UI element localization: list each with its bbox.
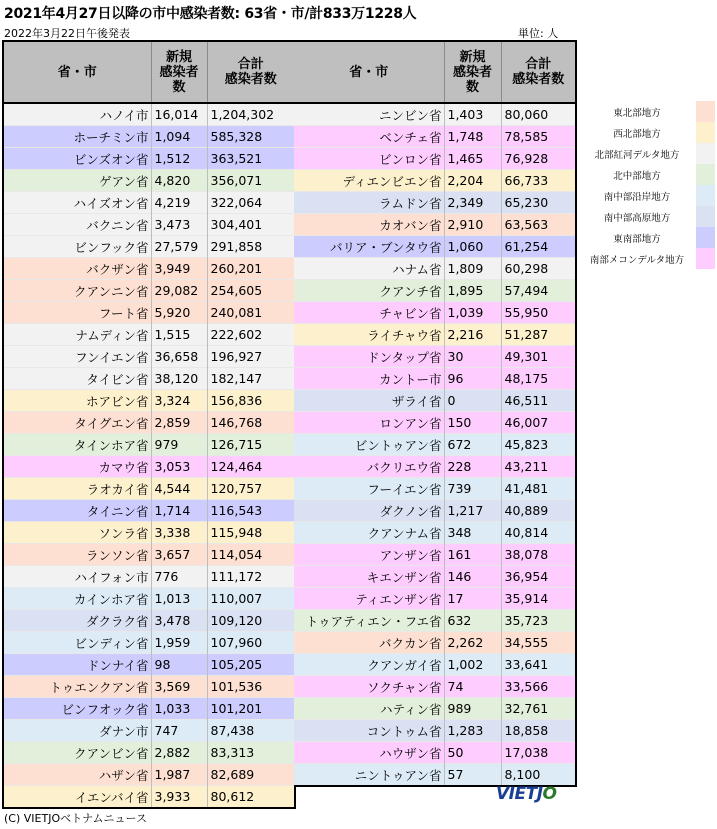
- table-row: [294, 126, 576, 148]
- table-row: [3, 720, 295, 742]
- new-cases-value: 1,515: [151, 324, 207, 346]
- total-cases-value: 18,858: [501, 720, 576, 742]
- total-cases-value: 240,081: [207, 302, 295, 324]
- legend-label: 北中部地方: [613, 170, 661, 182]
- table-row: [3, 500, 295, 522]
- table-row: [3, 214, 295, 236]
- province-name: ビンズオン省: [3, 148, 151, 170]
- new-cases-value: 1,094: [151, 126, 207, 148]
- legend-row: [578, 248, 715, 269]
- table-row: [294, 368, 576, 390]
- total-cases-value: 116,543: [207, 500, 295, 522]
- new-cases-value: 1,959: [151, 632, 207, 654]
- legend-swatch: [696, 185, 715, 206]
- total-cases-value: 80,612: [207, 786, 295, 809]
- province-name: ビンフック省: [3, 236, 151, 258]
- total-cases-value: 146,768: [207, 412, 295, 434]
- table-row: [294, 720, 576, 742]
- total-cases-value: 65,230: [501, 192, 576, 214]
- header-province: 省・市: [294, 41, 444, 103]
- province-name: タイビン省: [3, 368, 151, 390]
- new-cases-value: 672: [444, 434, 501, 456]
- total-cases-value: 32,761: [501, 698, 576, 720]
- total-cases-value: 61,254: [501, 236, 576, 258]
- province-name: ラオカイ省: [3, 478, 151, 500]
- table-row: [3, 346, 295, 368]
- cases-table-left-body: [3, 103, 295, 808]
- total-cases-value: 41,481: [501, 478, 576, 500]
- province-name: ソンラ省: [3, 522, 151, 544]
- total-cases-value: 46,007: [501, 412, 576, 434]
- total-cases-value: 196,927: [207, 346, 295, 368]
- table-row: [3, 412, 295, 434]
- table-row: [294, 390, 576, 412]
- vietjo-logo: VIETJO: [496, 784, 557, 804]
- table-row: [3, 544, 295, 566]
- total-cases-value: 35,914: [501, 588, 576, 610]
- new-cases-value: 1,895: [444, 280, 501, 302]
- province-name: ライチャウ省: [294, 324, 444, 346]
- legend-row: [578, 164, 715, 185]
- total-cases-value: 291,858: [207, 236, 295, 258]
- total-cases-value: 33,566: [501, 676, 576, 698]
- table-header-row: [294, 41, 576, 103]
- table-row: [294, 654, 576, 676]
- province-name: ハティン省: [294, 698, 444, 720]
- table-row: [294, 258, 576, 280]
- province-name: ザライ省: [294, 390, 444, 412]
- province-name: ハザン省: [3, 764, 151, 786]
- table-row: [294, 610, 576, 632]
- total-cases-value: 363,521: [207, 148, 295, 170]
- table-row: [3, 632, 295, 654]
- province-name: コントゥム省: [294, 720, 444, 742]
- total-cases-value: 254,605: [207, 280, 295, 302]
- new-cases-value: 776: [151, 566, 207, 588]
- table-row: [294, 346, 576, 368]
- legend-swatch: [696, 164, 715, 185]
- province-name: ロンアン省: [294, 412, 444, 434]
- new-cases-value: 30: [444, 346, 501, 368]
- region-legend-body: [578, 101, 715, 269]
- total-cases-value: 76,928: [501, 148, 576, 170]
- province-name: イエンバイ省: [3, 786, 151, 809]
- province-name: ソクチャン省: [294, 676, 444, 698]
- table-row: [294, 478, 576, 500]
- province-name: ハナム省: [294, 258, 444, 280]
- table-row: [3, 258, 295, 280]
- new-cases-value: 989: [444, 698, 501, 720]
- total-cases-value: 40,889: [501, 500, 576, 522]
- new-cases-value: 3,324: [151, 390, 207, 412]
- province-name: ドンナイ省: [3, 654, 151, 676]
- new-cases-value: 632: [444, 610, 501, 632]
- province-name: ゲアン省: [3, 170, 151, 192]
- province-name: クアンガイ省: [294, 654, 444, 676]
- total-cases-value: 17,038: [501, 742, 576, 764]
- table-row: [3, 148, 295, 170]
- table-row: [3, 126, 295, 148]
- province-name: タイグエン省: [3, 412, 151, 434]
- new-cases-value: 27,579: [151, 236, 207, 258]
- legend-swatch: [696, 122, 715, 143]
- total-cases-value: 107,960: [207, 632, 295, 654]
- province-name: ビンディン省: [3, 632, 151, 654]
- new-cases-value: 5,920: [151, 302, 207, 324]
- header-new-cases: 新規 感染者 数: [151, 41, 207, 103]
- province-name: カマウ省: [3, 456, 151, 478]
- total-cases-value: 101,536: [207, 676, 295, 698]
- total-cases-value: 585,328: [207, 126, 295, 148]
- table-row: [294, 522, 576, 544]
- legend-label: 東北部地方: [613, 107, 661, 119]
- table-row: [294, 236, 576, 258]
- table-row: [3, 302, 295, 324]
- total-cases-value: 36,954: [501, 566, 576, 588]
- new-cases-value: 3,657: [151, 544, 207, 566]
- new-cases-value: 4,219: [151, 192, 207, 214]
- table-row: [3, 764, 295, 786]
- table-row: [294, 170, 576, 192]
- province-name: カオバン省: [294, 214, 444, 236]
- new-cases-value: 161: [444, 544, 501, 566]
- total-cases-value: 83,313: [207, 742, 295, 764]
- province-name: カインホア省: [3, 588, 151, 610]
- legend-row: [578, 143, 715, 164]
- new-cases-value: 2,216: [444, 324, 501, 346]
- new-cases-value: 1,748: [444, 126, 501, 148]
- total-cases-value: 182,147: [207, 368, 295, 390]
- legend-label: 南部メコンデルタ地方: [589, 254, 685, 266]
- table-row: [294, 742, 576, 764]
- table-row: [294, 103, 576, 126]
- new-cases-value: 36,658: [151, 346, 207, 368]
- new-cases-value: 74: [444, 676, 501, 698]
- new-cases-value: 979: [151, 434, 207, 456]
- unit-label: 単位: 人: [518, 27, 559, 40]
- new-cases-value: 1,512: [151, 148, 207, 170]
- new-cases-value: 1,217: [444, 500, 501, 522]
- new-cases-value: 1,039: [444, 302, 501, 324]
- new-cases-value: 1,809: [444, 258, 501, 280]
- province-name: ビンロン省: [294, 148, 444, 170]
- new-cases-value: 1,403: [444, 103, 501, 126]
- table-row: [294, 500, 576, 522]
- new-cases-value: 3,933: [151, 786, 207, 809]
- province-name: ハノイ市: [3, 103, 151, 126]
- new-cases-value: 50: [444, 742, 501, 764]
- province-name: バリア・ブンタウ省: [294, 236, 444, 258]
- total-cases-value: 35,723: [501, 610, 576, 632]
- province-name: ダナン市: [3, 720, 151, 742]
- province-name: ニンビン省: [294, 103, 444, 126]
- new-cases-value: 29,082: [151, 280, 207, 302]
- new-cases-value: 3,478: [151, 610, 207, 632]
- new-cases-value: 1,283: [444, 720, 501, 742]
- province-name: フーイエン省: [294, 478, 444, 500]
- page-title: 2021年4月27日以降の市中感染者数: 63省・市/計833万1228人: [4, 6, 417, 22]
- total-cases-value: 80,060: [501, 103, 576, 126]
- province-name: チャビン省: [294, 302, 444, 324]
- new-cases-value: 3,949: [151, 258, 207, 280]
- province-name: ダクノン省: [294, 500, 444, 522]
- new-cases-value: 228: [444, 456, 501, 478]
- province-name: ドンタップ省: [294, 346, 444, 368]
- header-total-cases: 合計 感染者数: [501, 41, 576, 103]
- new-cases-value: 96: [444, 368, 501, 390]
- province-name: ビントゥアン省: [294, 434, 444, 456]
- legend-row: [578, 206, 715, 227]
- total-cases-value: 101,201: [207, 698, 295, 720]
- total-cases-value: 110,007: [207, 588, 295, 610]
- total-cases-value: 124,464: [207, 456, 295, 478]
- new-cases-value: 3,473: [151, 214, 207, 236]
- province-name: ディエンビエン省: [294, 170, 444, 192]
- province-name: バクリエウ省: [294, 456, 444, 478]
- total-cases-value: 38,078: [501, 544, 576, 566]
- province-name: ホーチミン市: [3, 126, 151, 148]
- total-cases-value: 111,172: [207, 566, 295, 588]
- table-row: [294, 148, 576, 170]
- total-cases-value: 34,555: [501, 632, 576, 654]
- total-cases-value: 322,064: [207, 192, 295, 214]
- new-cases-value: 150: [444, 412, 501, 434]
- new-cases-value: 2,859: [151, 412, 207, 434]
- province-name: カントー市: [294, 368, 444, 390]
- table-row: [3, 786, 295, 809]
- copyright-text: (C) VIETJOベトナムニュース: [4, 812, 148, 825]
- table-row: [3, 698, 295, 720]
- province-name: バクニン省: [3, 214, 151, 236]
- province-name: フート省: [3, 302, 151, 324]
- new-cases-value: 38,120: [151, 368, 207, 390]
- table-row: [294, 632, 576, 654]
- total-cases-value: 156,836: [207, 390, 295, 412]
- province-name: バクカン省: [294, 632, 444, 654]
- new-cases-value: 2,204: [444, 170, 501, 192]
- total-cases-value: 114,054: [207, 544, 295, 566]
- total-cases-value: 45,823: [501, 434, 576, 456]
- table-row: [294, 698, 576, 720]
- legend-row: [578, 185, 715, 206]
- new-cases-value: 0: [444, 390, 501, 412]
- table-row: [3, 192, 295, 214]
- table-row: [3, 434, 295, 456]
- cases-table-left: [2, 40, 296, 809]
- province-name: トゥアティエン・フエ省: [294, 610, 444, 632]
- total-cases-value: 66,733: [501, 170, 576, 192]
- province-name: ホアビン省: [3, 390, 151, 412]
- legend-label: 北部紅河デルタ地方: [594, 149, 680, 161]
- total-cases-value: 33,641: [501, 654, 576, 676]
- province-name: ラムドン省: [294, 192, 444, 214]
- table-row: [294, 676, 576, 698]
- region-legend: [578, 101, 715, 269]
- new-cases-value: 739: [444, 478, 501, 500]
- total-cases-value: 260,201: [207, 258, 295, 280]
- table-row: [294, 412, 576, 434]
- legend-swatch: [696, 227, 715, 248]
- new-cases-value: 3,053: [151, 456, 207, 478]
- table-row: [294, 544, 576, 566]
- new-cases-value: 3,338: [151, 522, 207, 544]
- new-cases-value: 4,820: [151, 170, 207, 192]
- header-new-cases: 新規 感染者 数: [444, 41, 501, 103]
- total-cases-value: 43,211: [501, 456, 576, 478]
- legend-label: 西北部地方: [613, 128, 661, 140]
- total-cases-value: 55,950: [501, 302, 576, 324]
- table-row: [3, 566, 295, 588]
- province-name: ハイズオン省: [3, 192, 151, 214]
- table-row: [294, 192, 576, 214]
- province-name: ナムディン省: [3, 324, 151, 346]
- table-row: [3, 588, 295, 610]
- new-cases-value: 2,882: [151, 742, 207, 764]
- total-cases-value: 304,401: [207, 214, 295, 236]
- total-cases-value: 87,438: [207, 720, 295, 742]
- province-name: クアンナム省: [294, 522, 444, 544]
- province-name: クアンビン省: [3, 742, 151, 764]
- new-cases-value: 2,262: [444, 632, 501, 654]
- total-cases-value: 1,204,302: [207, 103, 295, 126]
- province-name: ダクラク省: [3, 610, 151, 632]
- new-cases-value: 1,033: [151, 698, 207, 720]
- new-cases-value: 2,349: [444, 192, 501, 214]
- table-row: [3, 236, 295, 258]
- new-cases-value: 57: [444, 764, 501, 787]
- table-row: [3, 456, 295, 478]
- province-name: ベンチェ省: [294, 126, 444, 148]
- table-row: [294, 302, 576, 324]
- province-name: クアンチ省: [294, 280, 444, 302]
- table-row: [294, 280, 576, 302]
- table-row: [3, 478, 295, 500]
- legend-row: [578, 101, 715, 122]
- province-name: アンザン省: [294, 544, 444, 566]
- table-row: [3, 280, 295, 302]
- province-name: キエンザン省: [294, 566, 444, 588]
- cases-table-right-body: [294, 103, 576, 786]
- new-cases-value: 1,013: [151, 588, 207, 610]
- total-cases-value: 51,287: [501, 324, 576, 346]
- table-row: [3, 676, 295, 698]
- province-name: タイニン省: [3, 500, 151, 522]
- legend-swatch: [696, 248, 715, 269]
- table-row: [294, 566, 576, 588]
- province-name: ハウザン省: [294, 742, 444, 764]
- total-cases-value: 82,689: [207, 764, 295, 786]
- total-cases-value: 126,715: [207, 434, 295, 456]
- legend-swatch: [696, 101, 715, 122]
- header-total-cases: 合計 感染者数: [207, 41, 295, 103]
- legend-swatch: [696, 143, 715, 164]
- total-cases-value: 115,948: [207, 522, 295, 544]
- announcement-date: 2022年3月22日午後発表: [4, 27, 130, 40]
- new-cases-value: 1,060: [444, 236, 501, 258]
- total-cases-value: 356,071: [207, 170, 295, 192]
- new-cases-value: 4,544: [151, 478, 207, 500]
- table-row: [294, 456, 576, 478]
- province-name: ティエンザン省: [294, 588, 444, 610]
- total-cases-value: 109,120: [207, 610, 295, 632]
- new-cases-value: 1,987: [151, 764, 207, 786]
- total-cases-value: 57,494: [501, 280, 576, 302]
- new-cases-value: 3,569: [151, 676, 207, 698]
- new-cases-value: 1,465: [444, 148, 501, 170]
- table-row: [3, 654, 295, 676]
- province-name: バクザン省: [3, 258, 151, 280]
- table-row: [3, 103, 295, 126]
- new-cases-value: 98: [151, 654, 207, 676]
- new-cases-value: 17: [444, 588, 501, 610]
- province-name: フンイエン省: [3, 346, 151, 368]
- table-row: [3, 742, 295, 764]
- new-cases-value: 146: [444, 566, 501, 588]
- table-row: [3, 368, 295, 390]
- province-name: ビンフオック省: [3, 698, 151, 720]
- legend-label: 東南部地方: [613, 233, 661, 245]
- total-cases-value: 46,511: [501, 390, 576, 412]
- table-header-row: [3, 41, 295, 103]
- table-row: [294, 434, 576, 456]
- new-cases-value: 2,910: [444, 214, 501, 236]
- total-cases-value: 105,205: [207, 654, 295, 676]
- legend-label: 南中部高原地方: [603, 212, 671, 224]
- table-row: [294, 324, 576, 346]
- legend-row: [578, 122, 715, 143]
- new-cases-value: 747: [151, 720, 207, 742]
- total-cases-value: 48,175: [501, 368, 576, 390]
- total-cases-value: 8,100: [501, 764, 576, 787]
- new-cases-value: 16,014: [151, 103, 207, 126]
- table-row: [3, 390, 295, 412]
- table-row: [294, 214, 576, 236]
- province-name: ハイフォン市: [3, 566, 151, 588]
- table-row: [3, 324, 295, 346]
- province-name: ニントゥアン省: [294, 764, 444, 787]
- total-cases-value: 60,298: [501, 258, 576, 280]
- legend-row: [578, 227, 715, 248]
- province-name: ランソン省: [3, 544, 151, 566]
- province-name: タインホア省: [3, 434, 151, 456]
- table-row: [3, 522, 295, 544]
- province-name: トゥエンクアン省: [3, 676, 151, 698]
- total-cases-value: 222,602: [207, 324, 295, 346]
- new-cases-value: 348: [444, 522, 501, 544]
- total-cases-value: 120,757: [207, 478, 295, 500]
- new-cases-value: 1,714: [151, 500, 207, 522]
- province-name: クアンニン省: [3, 280, 151, 302]
- total-cases-value: 49,301: [501, 346, 576, 368]
- cases-table-right: [294, 40, 577, 787]
- total-cases-value: 78,585: [501, 126, 576, 148]
- new-cases-value: 1,002: [444, 654, 501, 676]
- legend-label: 南中部沿岸地方: [603, 191, 671, 203]
- table-row: [3, 170, 295, 192]
- table-row: [294, 588, 576, 610]
- header-province: 省・市: [3, 41, 151, 103]
- total-cases-value: 63,563: [501, 214, 576, 236]
- legend-swatch: [696, 206, 715, 227]
- table-row: [3, 610, 295, 632]
- total-cases-value: 40,814: [501, 522, 576, 544]
- table-row: [294, 764, 576, 787]
